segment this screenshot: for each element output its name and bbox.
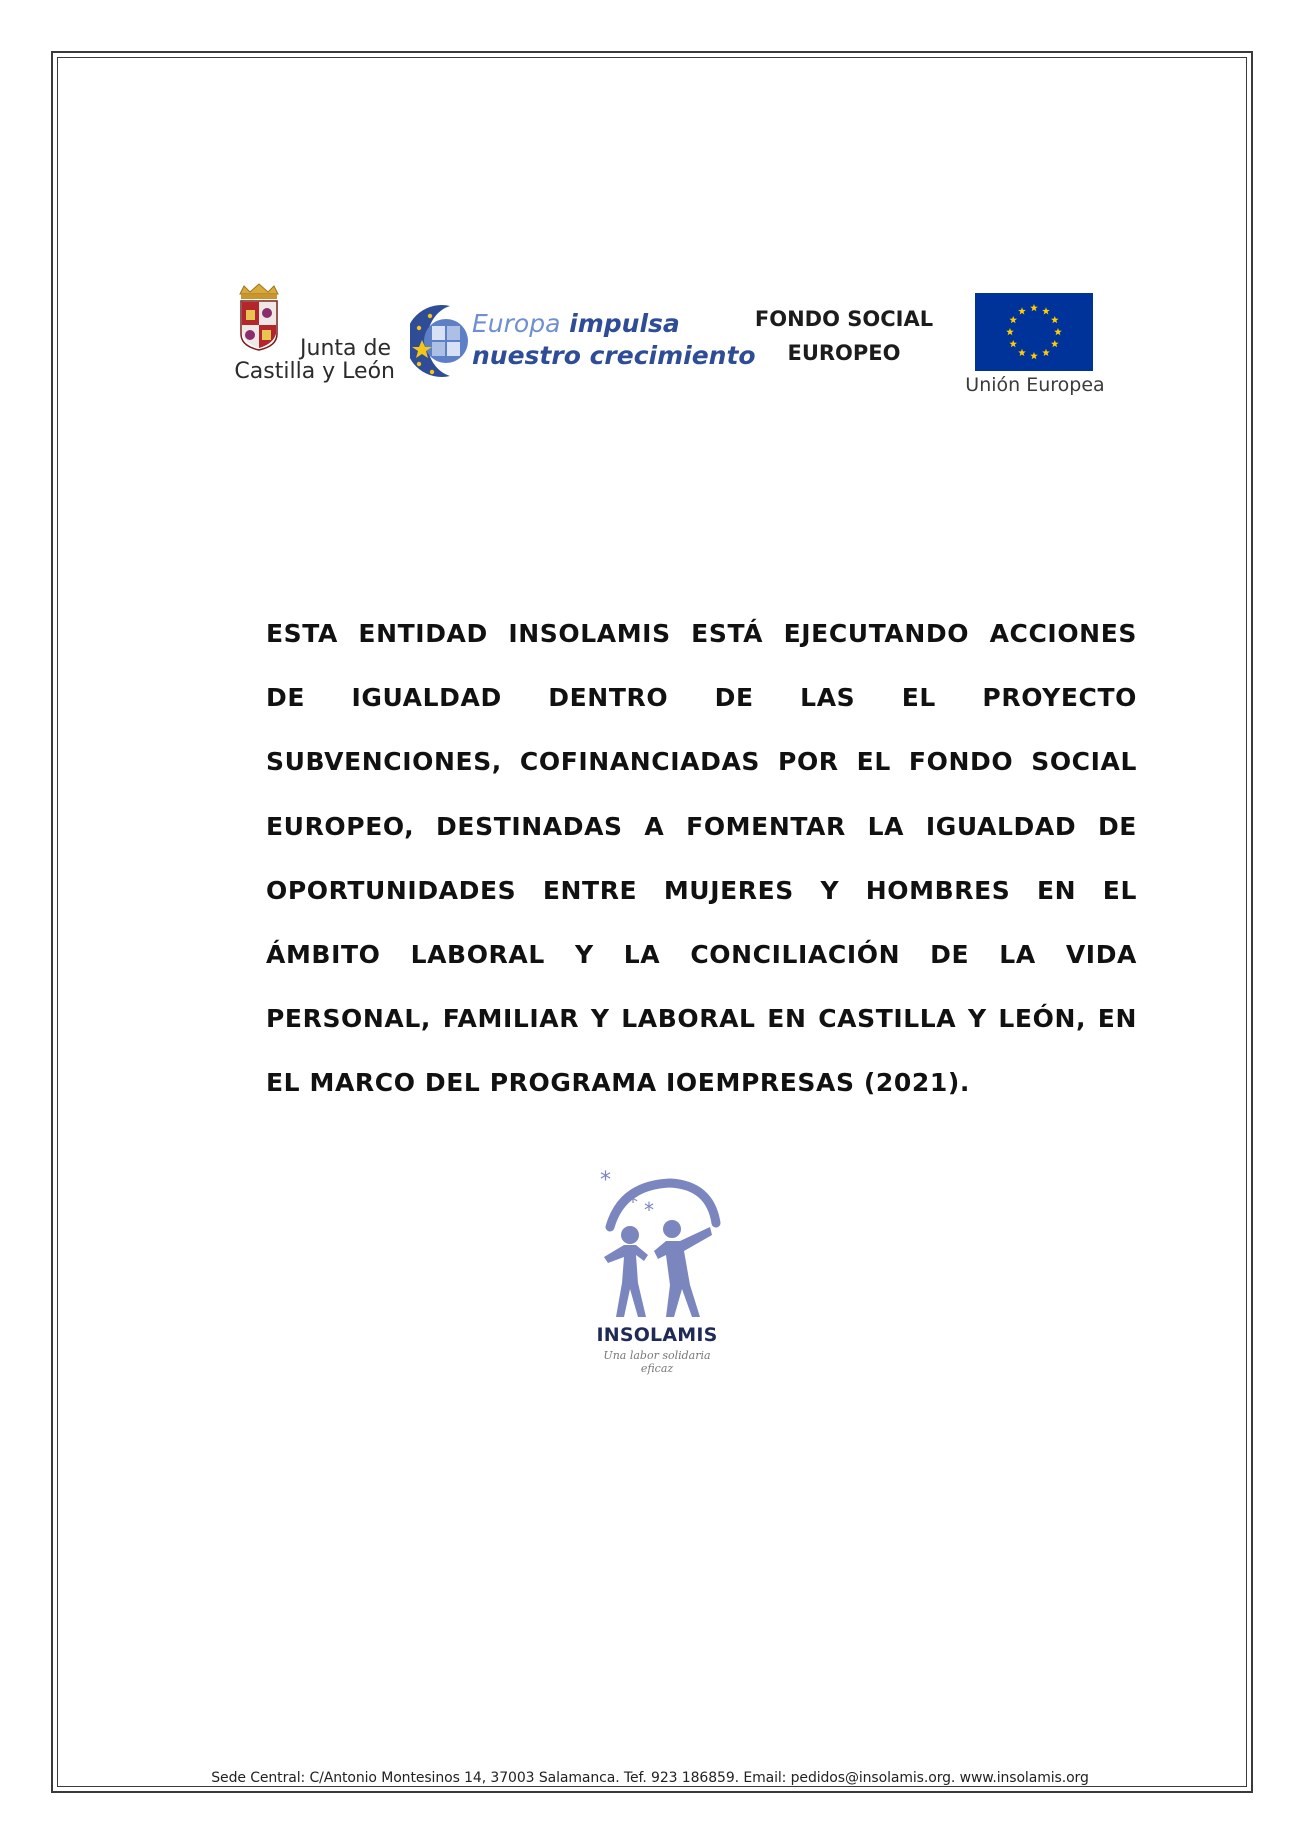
children-figures-icon bbox=[592, 1165, 722, 1325]
impulsa-word: impulsa bbox=[569, 309, 680, 338]
statement-line: ESTA ENTIDAD INSOLAMIS ESTÁ EJECUTANDO ACCIONES bbox=[266, 619, 1137, 648]
europa-emblem-icon bbox=[410, 302, 478, 380]
europa-line2: nuestro crecimiento bbox=[472, 341, 756, 370]
europa-wordmark bbox=[472, 308, 756, 372]
fse-line1: FONDO SOCIAL bbox=[754, 307, 934, 331]
statement-line: PERSONAL, FAMILIAR Y LABORAL EN CASTILLA Y LEÓN, EN bbox=[266, 1004, 1137, 1034]
junta-castilla-leon-logo bbox=[220, 282, 395, 387]
svg-text:*: * bbox=[600, 1168, 611, 1193]
statement-line: EL MARCO DEL PROGRAMA IOEMPRESAS (2021). bbox=[266, 1068, 970, 1098]
main-statement bbox=[266, 602, 1137, 1116]
statement-line: EUROPEO, DESTINADAS A FOMENTAR LA IGUALDAD DE bbox=[266, 811, 1137, 841]
insolamis-tagline: Una labor solidaria eficaz bbox=[603, 1349, 711, 1375]
statement-line: SUBVENCIONES, COFINANCIADAS POR EL FONDO SOCIAL bbox=[266, 747, 1137, 777]
insolamis-name: INSOLAMIS bbox=[596, 1324, 718, 1346]
europa-impulsa-logo bbox=[410, 298, 756, 388]
statement-line: OPORTUNIDADES ENTRE MUJERES Y HOMBRES EN EL bbox=[266, 875, 1137, 905]
footer-contact: Sede Central: C/Antonio Montesinos 14, 37003 Salamanca. Tef. 923 186859. Email: pedidos@insolamis.org. www.insolamis.org bbox=[211, 1770, 1089, 1786]
svg-text:*: * bbox=[644, 1198, 654, 1222]
statement-line: DE IGUALDAD DENTRO DE LAS EL PROYECTO bbox=[266, 683, 1137, 713]
jcyl-wordmark bbox=[220, 337, 395, 383]
europa-word: Europa bbox=[472, 309, 561, 338]
insolamis-logo bbox=[592, 1165, 722, 1375]
eu-flag-icon bbox=[975, 293, 1093, 371]
jcyl-line1: Junta de bbox=[300, 336, 391, 361]
svg-text:*: * bbox=[628, 1190, 638, 1214]
jcyl-line2: Castilla y León bbox=[234, 359, 395, 384]
fse-line2: EUROPEO bbox=[787, 341, 901, 365]
fondo-social-europeo-title bbox=[744, 302, 944, 370]
eu-caption: Unión Europea bbox=[965, 374, 1105, 396]
statement-line: ÁMBITO LABORAL Y LA CONCILIACIÓN DE LA VIDA bbox=[266, 939, 1137, 969]
